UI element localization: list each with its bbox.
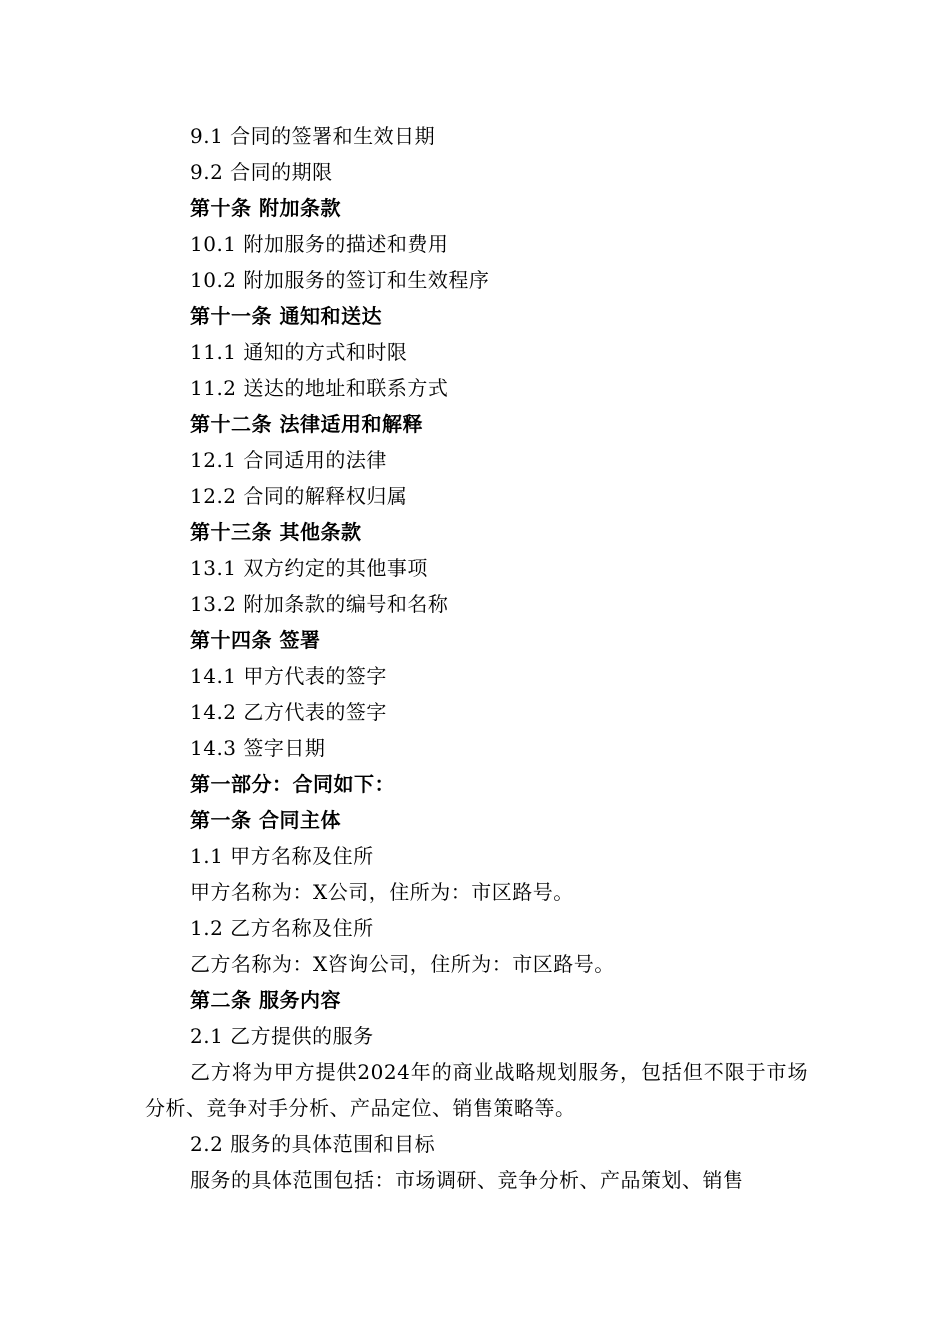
article-heading: 第一条 合同主体 [190, 808, 341, 832]
article-heading: 第十三条 其他条款 [190, 520, 362, 544]
document-page [0, 118, 950, 1198]
clause-item: 13.1 双方约定的其他事项 [190, 556, 428, 580]
body-paragraph: 乙方将为甲方提供2024年的商业战略规划服务，包括但不限于市场分析、竞争对手分析、产品定位、销售策略等。 [145, 1060, 808, 1120]
article-heading: 第十四条 签署 [190, 628, 321, 652]
body-paragraph: 服务的具体范围包括：市场调研、竞争分析、产品策划、销售 [190, 1168, 744, 1192]
clause-item: 13.2 附加条款的编号和名称 [190, 592, 449, 616]
part-heading: 第一部分：合同如下： [190, 772, 395, 796]
clause-item: 14.2 乙方代表的签字 [190, 700, 387, 724]
clause-item: 11.2 送达的地址和联系方式 [190, 376, 449, 400]
clause-item: 12.2 合同的解释权归属 [190, 484, 408, 508]
clause-text: 乙方名称为：X咨询公司，住所为：市区路号。 [190, 952, 615, 976]
clause-item: 12.1 合同适用的法律 [190, 448, 387, 472]
clause-item: 10.1 附加服务的描述和费用 [190, 232, 449, 256]
clause-item: 1.2 乙方名称及住所 [190, 916, 374, 940]
article-heading: 第二条 服务内容 [190, 988, 341, 1012]
clause-item: 2.2 服务的具体范围和目标 [190, 1132, 436, 1156]
clause-item: 14.3 签字日期 [190, 736, 326, 760]
clause-text: 甲方名称为：X公司，住所为：市区路号。 [190, 880, 574, 904]
article-heading: 第十二条 法律适用和解释 [190, 412, 423, 436]
clause-item: 11.1 通知的方式和时限 [190, 340, 408, 364]
clause-item: 1.1 甲方名称及住所 [190, 844, 374, 868]
clause-item: 10.2 附加服务的签订和生效程序 [190, 268, 490, 292]
clause-item: 14.1 甲方代表的签字 [190, 664, 387, 688]
clause-item: 9.2 合同的期限 [190, 160, 333, 184]
clause-item: 2.1 乙方提供的服务 [190, 1024, 374, 1048]
clause-item: 9.1 合同的签署和生效日期 [190, 124, 436, 148]
article-heading: 第十条 附加条款 [190, 196, 341, 220]
article-heading: 第十一条 通知和送达 [190, 304, 382, 328]
